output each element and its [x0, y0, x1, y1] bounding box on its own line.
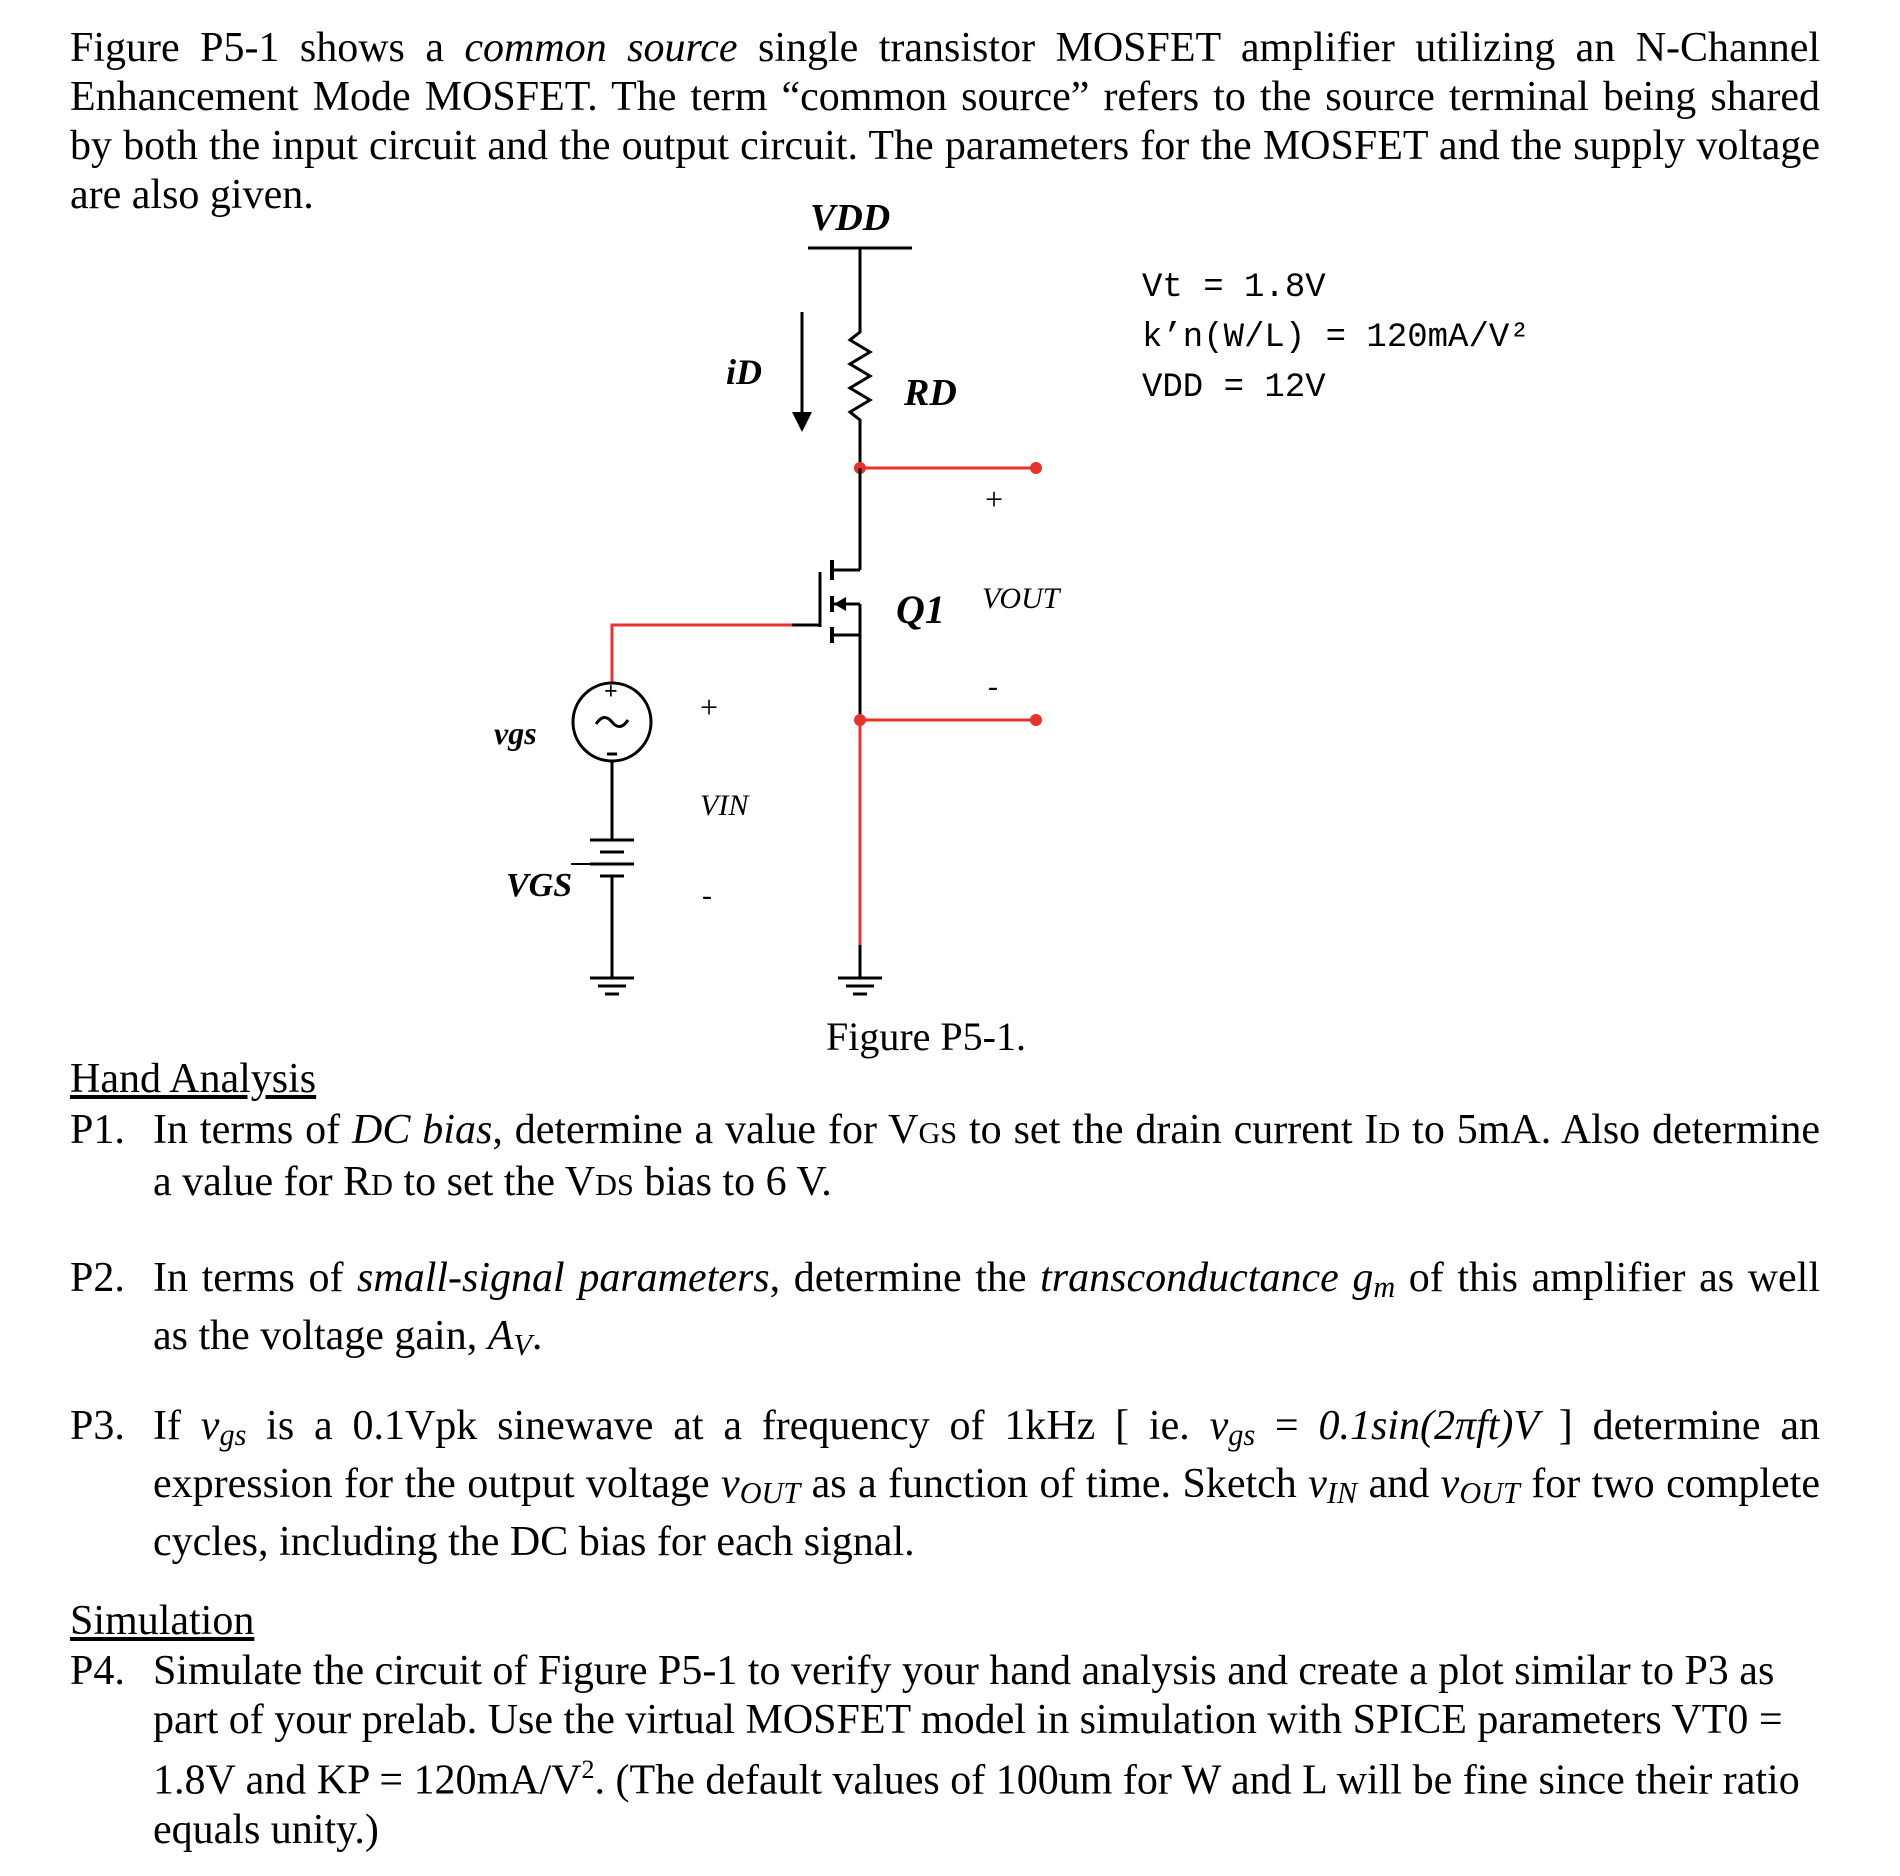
problem-p3: P3. If vgs is a 0.1Vpk sinewave at a frequency of 1kHz [ ie. vgs = 0.1sin(2πft)V ] determine an expression for the output voltage vOUT as a function of time. Sketch vIN and vOUT for two complete cycles, including the DC bias for each signal.	[70, 1403, 1820, 1566]
vin-plus-sign: +	[700, 689, 719, 725]
problem-p1: P1. In terms of DC bias, determine a value for VGS to set the drain current ID to 5mA. Also determine a value for RD to set the VDS bias to 6 V.	[70, 1107, 1821, 1205]
intro-text-2: single transistor MOSFET amplifier utilizing an N-Channel Enhancement Mode MOSFET. The term “common source” refers to the source terminal being shared by both the input circuit and the output circuit. The parameters for the MOSFET and the supply voltage are also given.	[70, 25, 1821, 218]
down-arrow-icon	[792, 412, 812, 432]
p1-number: P1.	[70, 1107, 125, 1153]
p3-number: P3.	[70, 1403, 125, 1449]
vout-minus-sign: -	[988, 670, 998, 703]
svg-text:+: +	[604, 679, 618, 705]
figure-caption: Figure P5-1.	[826, 1014, 1026, 1059]
param-vt: Vt = 1.8V	[1142, 269, 1326, 307]
vout-label: VOUT	[982, 582, 1060, 615]
rd-label: RD	[904, 372, 957, 414]
p2-number: P2.	[70, 1255, 125, 1301]
intro-text-1: Figure P5-1 shows a	[70, 25, 465, 71]
vin-label: VIN	[700, 789, 749, 822]
simulation-heading: Simulation	[70, 1598, 255, 1644]
intro-emphasis: common source	[464, 25, 738, 71]
vout-minus-terminal	[1030, 714, 1042, 726]
vout-plus-terminal	[1030, 462, 1042, 474]
param-vdd: VDD = 12V	[1142, 369, 1326, 407]
id-label: iD	[726, 352, 762, 392]
dc-battery-vgs	[590, 840, 634, 876]
vgs-large-label: VGS	[506, 867, 573, 904]
mosfet-q1	[792, 560, 860, 643]
ground-icon-right	[838, 978, 882, 994]
vout-plus-sign: +	[985, 481, 1004, 517]
vdd-label: VDD	[810, 197, 891, 239]
ac-source-vgs	[573, 679, 651, 761]
problem-p2: P2. In terms of small-signal parameters, determine the transconductance gm of this amplifier as well as the voltage gain, AV.	[70, 1255, 1821, 1363]
vin-minus-sign: -	[702, 879, 712, 912]
param-kn: k’n(W/L) = 120mA/V²	[1142, 319, 1530, 357]
vgs-small-label: vgs	[494, 715, 537, 751]
sine-wave-icon	[596, 717, 628, 726]
hand-analysis-heading: Hand Analysis	[70, 1056, 317, 1102]
problem-p4: P4. Simulate the circuit of Figure P5-1 to verify your hand analysis and create a plot similar to P3 as part of your prelab. Use the virtual MOSFET model in simulation with SPICE parameters VT0 = 1.8V and KP = $120mA/V^2$. (The default values of 100um for W and L will be fine since their ratio equals unity.)	[70, 1648, 1800, 1853]
gate-wire	[612, 625, 792, 683]
p4-number: P4.	[70, 1648, 125, 1694]
q1-label: Q1	[896, 587, 945, 632]
rd-resistor	[850, 325, 870, 432]
source-node-dot	[854, 714, 866, 726]
ground-icon-left	[590, 978, 634, 994]
